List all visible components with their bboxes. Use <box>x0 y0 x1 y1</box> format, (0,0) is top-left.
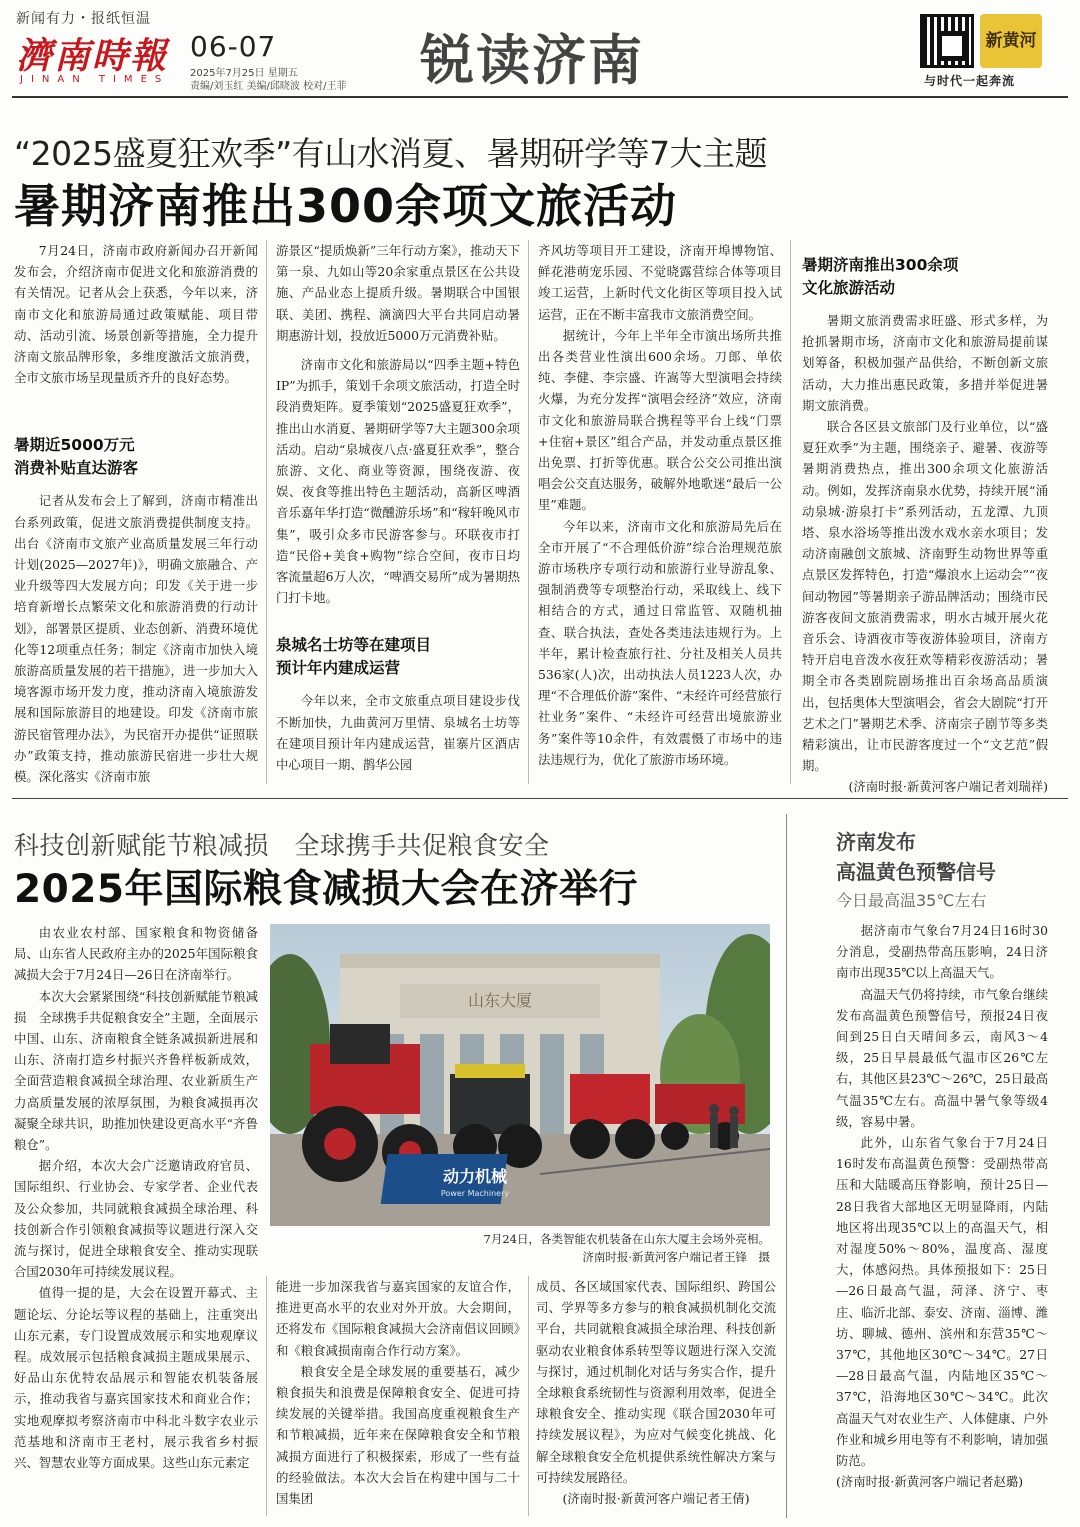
issue-date: 2025年7月25日 星期五 <box>190 68 298 79</box>
column-divider <box>790 240 791 784</box>
paragraph: 齐风坊等项目开工建设，济南开埠博物馆、鲜花港萌宠乐园、不觉晓露营综合体等项目竣工运营，上新时代文化街区等项目投入试运营，正在不断丰富我市文旅消费空间。 <box>538 243 782 322</box>
weather-headline-2: 高温黄色预警信号 <box>836 860 996 884</box>
story1-credit: (济南时报·新黄河客户端记者刘瑞祥) <box>848 779 1048 795</box>
subhead-text: 泉城名士坊等在建项目 预计年内建成运营 <box>276 636 432 678</box>
qr-code-icon <box>920 14 974 68</box>
story2-column-2 <box>276 1276 520 1509</box>
subhead-text: 暑期近5000万元 消费补贴直达游客 <box>14 436 139 478</box>
story1-kicker: “2025盛夏狂欢季”有山水消夏、暑期研学等7大主题 <box>14 134 768 173</box>
paragraph: 联合各区县文旅部门及行业单位，以“盛夏狂欢季”为主题，围绕亲子、避暑、夜游等暑期消费热点，推出300余项文化旅游活动。例如，发挥济南泉水优势，持续开展“涌动泉城·游泉打卡”系列活动，五龙潭、九顶塔、泉水浴场等推出泼水戏水亲水项目；发动济南融创文旅城、济南野生动物世界等重点景区发挥特色，打造“爆浪水上运动会”“夜间动物园”等暑期亲子游品牌活动；围绕市民游客夜间文旅消费需求，明水古城开展火花音乐会、诗酒夜市等夜游体验项目，济南方特开启电音泼水夜狂欢等精彩夜游活动；暑期全市各类剧院剧场推出百余场高品质演出，包括奥体大型演唱会，省会大剧院“打开艺术之门”暑期艺术季、济南宗子剧节等多类精彩演出，让市民游客度过一个“文艺范”假期。 <box>802 419 1048 774</box>
column-divider <box>266 1276 267 1516</box>
paragraph: 由农业农村部、国家粮食和物资储备局、山东省人民政府主办的2025年国际粮食减损大会于7月24日—26日在济南举行。 <box>14 925 258 983</box>
story1-column-2 <box>276 240 520 775</box>
paragraph: 值得一提的是，大会在设置开幕式、主题论坛、分论坛等议程的基础上，注重突出山东元素，专门设置成效展示和实地观摩议程。成效展示包括粮食减损主题成果展示、好品山东优特农品展示和智能农机装备展示，推动我省与嘉宾国家技术和商业合作；实地观摩拟考察济南市中科北斗数字农业示范基地和济南市王老村，展示我省乡村振兴、智慧农业等方面成果。这些山东元素定 <box>14 1285 258 1471</box>
column-divider <box>266 240 267 784</box>
paragraph: 高温天气仍将持续，市气象台继续发布高温黄色预警信号，预报24日夜间到25日白天晴间多云，南风3～4级，25日早晨最低气温市区26℃左右，其他区县23℃～26℃，25日最高气温35℃左右。高温中暑气象等级4级，容易中暑。 <box>836 986 1048 1129</box>
paragraph: 据介绍，本次大会广泛邀请政府官员、国际组织、行业协会、专家学者、企业代表及公众参加，共同就粮食减损全球治理、科技创新合作引领粮食减损等议题进行深入交流与探讨，促进全球粮食安全、推动实现联合国2030年可持续发展议程。 <box>14 1158 258 1280</box>
paragraph: 今年以来，全市文旅重点项目建设步伐不断加快，九曲黄河万里情、泉城名士坊等在建项目预计年内建成运营，崔寨片区酒店中心项目一期、鹊华公园 <box>276 693 520 773</box>
paragraph: 据济南市气象台7月24日16时30分消息，受副热带高压影响，24日济南市出现35℃以上高温天气。 <box>836 923 1048 981</box>
newspaper-logo: 濟南時報 <box>16 35 169 77</box>
news-photo-farm-machinery <box>270 924 770 1226</box>
photo-caption-text: 7月24日，各类智能农机装备在山东大厦主会场外亮相。 济南时报·新黄河客户端记者王锋 摄 <box>483 1232 770 1264</box>
partner-logo: 新黄河 <box>980 14 1042 68</box>
paragraph: 今年以来，济南市文化和旅游局先后在全市开展了“不合理低价游”综合治理规范旅游市场秩序专项行动和旅游行业导游乱象、强制消费等专项整治行动，采取线上、线下相结合的方式，通过日常监管、双随机抽查、联合执法，查处各类违法违规行为。上半年，累计检查旅行社、分社及相关人员共536家(人)次，出动执法人员1223人次，办理“不合理低价游”案件、“未经许可经营旅行社业务”案件、“未经许可经营出境旅游业务”案件等10余件，有效震慑了市场中的违法违规行为，优化了旅游市场环境。 <box>538 518 782 767</box>
paragraph: 7月24日，济南市政府新闻办召开新闻发布会，介绍济南市促进文化和旅游消费的有关情况。记者从会上获悉，今年以来，济南市文化和旅游局通过政策赋能、项目带动、活动引流、场景创新等措施，全力提升济南文旅品牌形象，多维度激活文旅消费，全市文旅市场呈现量质齐升的良好态势。 <box>14 243 258 386</box>
column-divider <box>786 814 787 1518</box>
weather-headline-1: 济南发布 <box>836 830 916 854</box>
masthead-divider <box>12 96 1068 98</box>
column-divider <box>528 1276 529 1516</box>
paragraph: 游景区“提质焕新”三年行动方案》，推动天下第一泉、九如山等20余家重点景区在公共设施、产品业态上提质升级。暑期联合中国银联、美团、携程、滴滴四大平台共同启动暑期惠游计划，投放近5000万元消费补贴。 <box>276 243 520 343</box>
story1-subhead-3 <box>802 254 1048 300</box>
masthead <box>0 0 1080 96</box>
column-divider <box>528 240 529 784</box>
paragraph: 据统计，今年上半年全市演出场所共推出各类营业性演出600余场。刀郎、单依纯、李健、李宗盛、许嵩等大型演唱会持续火爆，为充分发挥“演唱会经济”效应，济南市文化和旅游局联合携程等平台上线“门票+住宿+景区”组合产品，并发动重点景区推出免票、打折等优惠。联合公交公司推出演唱会公交直达服务，破解外地歌迷“最后一公里”难题。 <box>538 327 782 513</box>
paragraph: 此外，山东省气象台于7月24日16时发布高温黄色预警：受副热带高压和大陆暖高压脊影响，预计25日—28日我省大部地区无明显降雨，内陆地区将出现35℃以上的高温天气，相对湿度50%～80%，温度高、湿度大，体感闷热。具体预报如下：25日—26日最高气温，菏泽、济宁、枣庄、临沂北部、泰安、济南、淄博、潍坊、聊城、德州、滨州和东营35℃～37℃，其他地区30℃～34℃。27日—28日最高气温，内陆地区35℃～37℃，沿海地区30℃～34℃。此次高温天气对农业生产、人体健康、户外作业和城乡用电等有不利影响，请加强防范。 <box>836 1135 1048 1469</box>
story2-column-1 <box>14 922 258 1473</box>
paragraph: 成员、各区域国家代表、国际组织、跨国公司、学界等多方参与的粮食减损机制化交流平台，共同就粮食减损全球治理、科技创新驱动农业粮食体系转型等议题进行深入交流与探讨，通过机制化对话与务实合作，提升全球粮食系统韧性与资源利用效率，促进全球粮食安全、推动实现《联合国2030年可持续发展议程》，为应对气候变化挑战、化解全球粮食安全危机提供系统性解决方案与可持续发展路径。 <box>536 1279 776 1485</box>
section-divider <box>12 798 1068 799</box>
editor-credits: 责编/刘玉红 美编/邱晓波 校对/王菲 <box>190 81 347 92</box>
banner-subtext: Power Machinery <box>440 1189 510 1198</box>
exhibit-banner <box>381 1154 510 1204</box>
paragraph: 本次大会紧紧围绕“科技创新赋能节粮减损 全球携手共促粮食安全”主题，全面展示中国、山东、济南粮食全链条减损新进展和山东、济南打造乡村振兴齐鲁样板新成效，全面营造粮食减损全球治理、农业新质生产力高质量发展的浓厚氛围，为粮食减损再次凝聚全球共识，助推加快建设更高水平“齐鲁粮仓”。 <box>14 988 258 1153</box>
harvester-icon <box>450 1064 542 1168</box>
partner-slogan: 与时代一起奔流 <box>924 74 1016 88</box>
banner-text: 动力机械 <box>442 1167 508 1186</box>
story1-column-4 <box>802 240 1048 798</box>
story2-credit: (济南时报·新黄河客户端记者王倩) <box>562 1491 750 1507</box>
photo-illustration <box>270 924 770 1226</box>
newspaper-logo-english: JINAN TIMES <box>20 74 170 85</box>
story1-subhead-2 <box>276 634 520 680</box>
building-sign: 山东大厦 <box>467 991 533 1010</box>
subhead-text: 暑期济南推出300余项 文化旅游活动 <box>802 256 959 297</box>
newspaper-slogan: 新闻有力・报纸恒温 <box>16 11 151 27</box>
story1-subhead-1 <box>14 434 258 480</box>
story1-column-1 <box>14 240 258 787</box>
story2-headline: 2025年国际粮食减损大会在济举行 <box>14 867 639 912</box>
story2-kicker: 科技创新赋能节粮减损 全球携手共促粮食安全 <box>14 831 550 860</box>
weather-credit: (济南时报·新黄河客户端记者赵璐) <box>836 1474 1024 1490</box>
photo-caption <box>270 1230 770 1266</box>
story1-column-3 <box>538 240 782 770</box>
page-number: 06-07 <box>190 30 277 63</box>
weather-column <box>836 920 1048 1492</box>
paragraph: 记者从发布会上了解到，济南市精准出台系列政策，促进文旅消费提供制度支持。出台《济南市文旅产业高质量发展三年行动计划(2025—2027年)》，明确文旅融合、产业升级等四大发展方向；印发《关于进一步培育新增长点繁荣文化和旅游消费的行动计划》，部署景区提质、业态创新、消费环境优化等12项重点任务；制定《济南市加快入境旅游高质量发展的若干措施》，进一步加大入境客源市场开发力度，推动济南入境旅游发展和国际旅游目的地建设。印发《济南市旅游民宿管理办法》，为民宿开办提供“证照联办”政策支持，推动旅游民宿进一步壮大规模。深化落实《济南市旅 <box>14 493 258 785</box>
paragraph: 济南市文化和旅游局以“四季主题+特色IP”为抓手，策划千余项文旅活动，打造全时段消费矩阵。夏季策划“2025盛夏狂欢季”，推出山水消夏、暑期研学等7大主题300余项活动。启动“泉城夜八点·盛夏狂欢季”，整合旅游、文化、商业等资源，围绕夜游、夜娱、夜食等推出特色主题活动，高新区啤酒音乐嘉年华打造“微醺游乐场”和“稼轩晚风市集”，吸引众多市民游客参与。环联夜市打造“民俗+美食+购物”综合空间，夜市日均客流量超6万人次，“啤酒交易所”成为暑期热门打卡地。 <box>276 357 520 606</box>
paragraph: 粮食安全是全球发展的重要基石，减少粮食损失和浪费是保障粮食安全、促进可持续发展的关键举措。我国高度重视粮食生产和节粮减损，近年来在保障粮食安全和节粮减损方面进行了积极探索，形成了一些有益的经验做法。本次大会旨在构建中国与二十国集团 <box>276 1363 520 1507</box>
paragraph: 能进一步加深我省与嘉宾国家的友谊合作，推进更高水平的农业对外开放。大会期间，还将发布《国际粮食减损大会济南倡议回顾》和《粮食减损南南合作行动方案》。 <box>276 1279 520 1358</box>
story1-headline: 暑期济南推出300余项文旅活动 <box>14 179 678 233</box>
paragraph: 暑期文旅消费需求旺盛、形式多样，为抢抓暑期市场，济南市文化和旅游局提前谋划筹备，积极加强产品供给，不断创新文旅活动，大力推出惠民政策，多措并举促进暑期文旅消费。 <box>802 313 1048 413</box>
story2-column-3 <box>536 1276 776 1509</box>
weather-subheadline: 今日最高温35℃左右 <box>836 891 987 910</box>
section-title: 锐读济南 <box>420 29 644 92</box>
